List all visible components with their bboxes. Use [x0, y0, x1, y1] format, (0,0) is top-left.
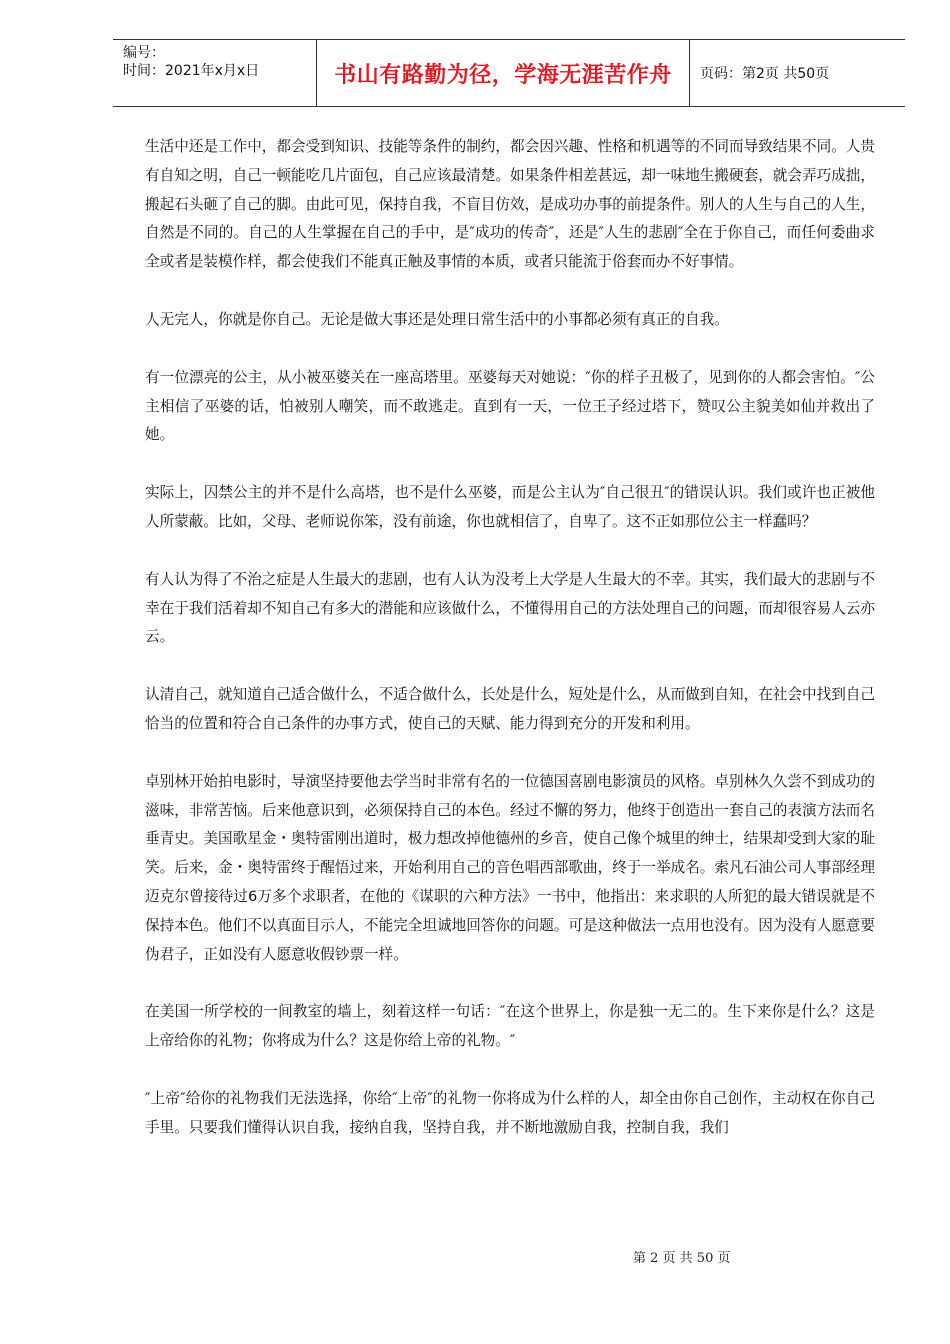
paragraph: 在美国一所学校的一间教室的墙上，刻着这样一句话：″在这个世界上，你是独一无二的。生下来你是什么？这是上帝给你的礼物；你将成为什么？这是你给上帝的礼物。″: [145, 1003, 875, 1050]
paragraph: 有人认为得了不治之症是人生最大的悲剧，也有人认为没考上大学是人生最大的不幸。其实，我们最大的悲剧与不幸在于我们活着却不知自己有多大的潜能和应该做什么，不懂得用自己的方法处理自己的问题，而却很容易人云亦云。: [145, 570, 875, 646]
document-time: 时间：2021年x月x日: [123, 63, 260, 79]
page-header: [113, 39, 905, 107]
document-number-label: 编号：: [123, 45, 165, 61]
paragraph: 生活中还是工作中，都会受到知识、技能等条件的制约，都会因兴趣、性格和机遇等的不同而导致结果不同。人贵有自知之明，自己一顿能吃几片面包，自己应该最清楚。如果条件相差甚远，却一味地生搬硬套，就会弄巧成拙，搬起石头砸了自己的脚。由此可见，保持自我，不盲目仿效，是成功办事的前提条件。别人的人生与自己的人生，自然是不同的。自己的人生掌握在自己的手中，是″成功的传奇″，还是″人生的悲剧″全在于你自己，而任何委曲求全或者是装模作样，都会使我们不能真正触及事情的本质，或者只能流于俗套而办不好事情。: [145, 138, 875, 271]
paragraph: 有一位漂亮的公主，从小被巫婆关在一座高塔里。巫婆每天对她说：″你的样子丑极了，见到你的人都会害怕。″公主相信了巫婆的话，怕被别人嘲笑，而不敢逃走。直到有一天，一位王子经过塔下，赞叹公主貌美如仙并救出了她。: [145, 368, 875, 444]
paragraph: ″上帝″给你的礼物我们无法选择，你给″上帝″的礼物一你将成为什么样的人，却全由你自己创作，主动权在你自己手里。只要我们懂得认识自我，接纳自我，坚持自我，并不断地激励自我，控制自我，我们: [145, 1089, 875, 1136]
paragraph: 实际上，囚禁公主的并不是什么高塔，也不是什么巫婆，而是公主认为″自己很丑″的错误认识。我们或许也正被他人所蒙蔽。比如，父母、老师说你笨，没有前途，你也就相信了，自卑了。这不正如那位公主一样蠢吗？: [145, 484, 875, 530]
header-meta: [123, 44, 259, 80]
header-motto-cell: [316, 40, 690, 106]
page-footer: 第 2 页 共 50 页: [633, 1251, 731, 1266]
header-page-info: 页码：第2页 共50页: [700, 66, 830, 82]
header-motto: 书山有路勤为径，学海无涯苦作舟: [334, 61, 672, 88]
header-page-info-cell: [700, 40, 829, 106]
document-body: [145, 133, 875, 1172]
paragraph: 人无完人，你就是你自己。无论是做大事还是处理日常生活中的小事都必须有真正的自我。: [145, 310, 729, 328]
paragraph: 认清自己，就知道自己适合做什么，不适合做什么，长处是什么，短处是什么，从而做到自知，在社会中找到自己恰当的位置和符合自己条件的办事方式，使自己的天赋、能力得到充分的开发和利用。: [145, 686, 875, 732]
paragraph: 卓别林开始拍电影时，导演坚持要他去学当时非常有名的一位德国喜剧电影演员的风格。卓别林久久尝不到成功的滋味，非常苦恼。后来他意识到，必须保持自己的本色。经过不懈的努力，他终于创造出一套自己的表演方法而名垂青史。美国歌星金・奥特雷刚出道时，极力想改掉他德州的乡音，使自己像个城里的绅士，结果却受到大家的耻笑。后来，金・奥特雷终于醒悟过来，开始利用自己的音色唱西部歌曲，终于一举成名。索凡石油公司人事部经理迈克尔曾接待过6万多个求职者，在他的《谋职的六种方法》一书中，他指出：来求职的人所犯的最大错误就是不保持本色。他们不以真面目示人，不能完全坦诚地回答你的问题。可是这种做法一点用也没有。因为没有人愿意要伪君子，正如没有人愿意收假钞票一样。: [145, 772, 875, 963]
